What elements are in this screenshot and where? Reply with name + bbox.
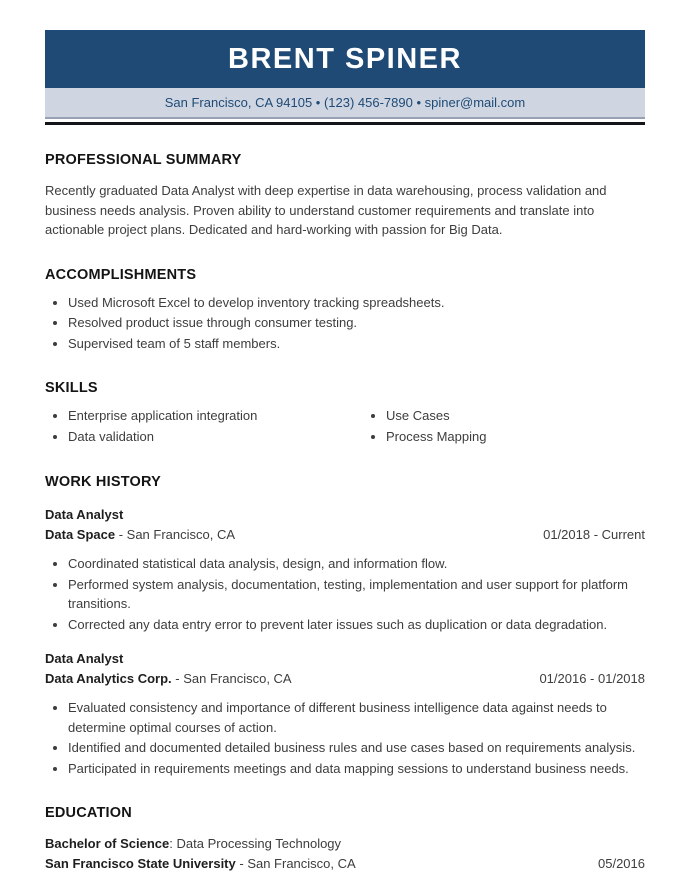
list-item: • Enterprise application integration <box>68 406 363 426</box>
company-name: Data Space <box>45 526 116 542</box>
skills-list-right <box>363 406 645 446</box>
skills-list-left <box>45 406 363 446</box>
list-item: • Corrected any data entry error to prevent later issues such as duplication or data degradation. <box>68 615 645 635</box>
degree-name: Bachelor of Science <box>45 836 170 851</box>
separator: - <box>115 526 127 542</box>
list-item: • Identified and documented detailed business rules and use cases based on requirements analysis. <box>68 738 645 758</box>
school-location: San Francisco, CA <box>247 855 356 871</box>
summary-heading: PROFESSIONAL SUMMARY <box>45 152 242 168</box>
contact-line: San Francisco, CA 94105 • (123) 456-7890 • spiner@mail.com <box>164 95 526 110</box>
section-professional-summary <box>45 152 645 240</box>
education-date: 05/2016 <box>598 855 645 871</box>
work-history-heading: WORK HISTORY <box>45 474 161 490</box>
skills-column-left <box>45 396 363 447</box>
school-name: San Francisco State University <box>45 855 236 871</box>
company-name: Data Analytics Corp. <box>45 670 172 686</box>
section-education <box>45 805 645 873</box>
job-location: San Francisco, CA <box>126 526 236 542</box>
job-company-row <box>45 525 645 545</box>
job-bullets <box>45 554 645 634</box>
skills-columns <box>45 396 645 447</box>
candidate-name: BRENT SPINER <box>228 42 462 75</box>
section-accomplishments <box>45 267 645 354</box>
section-work-history <box>45 474 645 778</box>
education-degree-row <box>45 834 645 854</box>
separator: - <box>235 855 248 871</box>
header-black-rule <box>45 122 645 125</box>
job-company-location <box>45 669 292 689</box>
job-location: San Francisco, CA <box>183 670 292 686</box>
job-entry <box>45 505 645 634</box>
list-item: • Used Microsoft Excel to develop inventory tracking spreadsheets. <box>68 293 645 313</box>
skills-heading: SKILLS <box>45 380 98 396</box>
list-item: • Resolved product issue through consumer testing. <box>68 313 645 333</box>
education-heading: EDUCATION <box>45 805 132 821</box>
separator: - <box>171 670 184 686</box>
list-item: • Data validation <box>68 427 363 447</box>
job-bullets <box>45 698 645 778</box>
education-school-location <box>45 854 356 874</box>
header-name-band <box>45 30 645 88</box>
list-item: • Coordinated statistical data analysis, design, and information flow. <box>68 554 645 574</box>
resume-content <box>45 30 645 873</box>
education-degree <box>45 834 341 854</box>
job-entry <box>45 649 645 778</box>
separator: : <box>169 836 177 851</box>
list-item: • Participated in requirements meetings and data mapping sessions to understand business needs. <box>68 759 645 779</box>
job-title: Data Analyst <box>45 507 124 522</box>
summary-text: Recently graduated Data Analyst with deep expertise in data warehousing, process validation and business needs analysis. Proven ability to understand customer requirements and translate into actionable project plans. Dedicated and hard-working with passion for Big Data. <box>45 183 607 237</box>
list-item: • Supervised team of 5 staff members. <box>68 334 645 354</box>
job-company-row <box>45 669 645 689</box>
section-skills <box>45 380 645 447</box>
job-dates: 01/2018 - Current <box>543 526 645 542</box>
job-title: Data Analyst <box>45 651 124 666</box>
accomplishments-heading: ACCOMPLISHMENTS <box>45 266 197 283</box>
list-item: • Evaluated consistency and importance of different business intelligence data against needs to determine optimal courses of action. <box>68 698 645 737</box>
job-dates: 01/2016 - 01/2018 <box>539 670 645 686</box>
list-item: • Performed system analysis, documentation, testing, implementation and user support for platform transitions. <box>68 575 645 614</box>
skills-column-right <box>363 396 645 447</box>
job-company-location <box>45 525 235 545</box>
degree-field: Data Processing Technology <box>176 836 342 851</box>
list-item: • Use Cases <box>386 406 645 426</box>
accomplishments-list <box>45 293 645 354</box>
header-contact-band <box>45 88 645 119</box>
education-school-row <box>45 854 645 874</box>
list-item: • Process Mapping <box>386 427 645 447</box>
